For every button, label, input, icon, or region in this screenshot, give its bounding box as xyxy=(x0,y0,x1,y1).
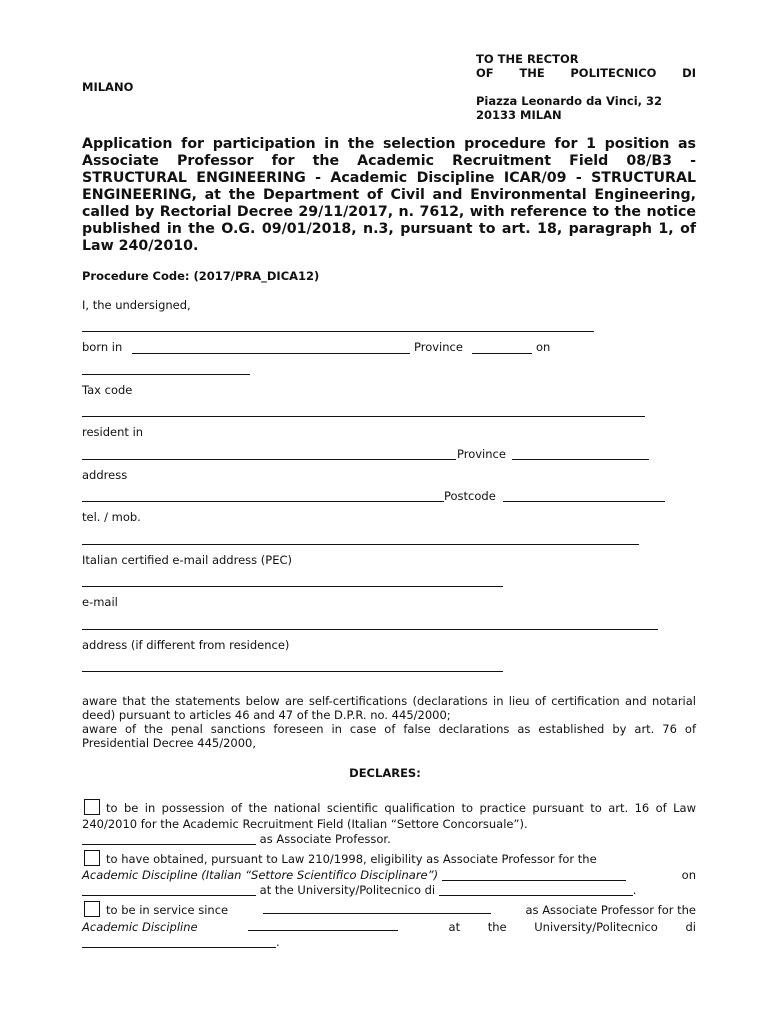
pec-label: Italian certified e-mail address (PEC) xyxy=(82,553,292,567)
option-1-checkbox[interactable] xyxy=(84,799,100,815)
pec-field[interactable] xyxy=(82,586,503,587)
addressee-politecnico: POLITECNICO xyxy=(570,66,657,80)
option-3-discipline-blank[interactable] xyxy=(248,919,398,931)
option-3-text-2: as Associate Professor for the xyxy=(525,903,696,917)
postcode-field[interactable] xyxy=(503,501,665,502)
option-2-text: to have obtained, pursuant to Law 210/1998, eligibility as Associate Professor for the xyxy=(106,852,597,866)
option-2-period: . xyxy=(632,883,637,897)
declaration-option-3 xyxy=(82,901,696,951)
address-label: address xyxy=(82,468,128,482)
email-label: e-mail xyxy=(82,595,118,609)
option-2-discipline-blank[interactable] xyxy=(442,869,626,881)
birthplace-field[interactable] xyxy=(132,353,410,354)
addressee-street: Piazza Leonardo da Vinci, 32 xyxy=(476,94,663,108)
application-title: Application for participation in the selection procedure for 1 position as Associate Professor for the Academic Recruitment Field 08/B3 - STRUCTURAL ENGINEERING - Academic Discipline ICAR/09 - STRUCTURAL ENGINEERING, at the Department of Civil and Environmental Engineering, called by Rectorial Decree 29/11/2017, n. 7612, with reference to the notice published in the O.G. 09/01/2018, n.3, pursuant to art. 18, paragraph 1, of Law 240/2010. xyxy=(82,136,696,254)
declaration-option-1 xyxy=(82,799,696,848)
postcode-label: Postcode xyxy=(444,489,496,503)
option-1-field-blank[interactable] xyxy=(82,833,256,845)
option-2-discipline-label: Academic Discipline (Italian “Settore Scientifico Disciplinare”) xyxy=(82,867,439,882)
resident-in-label: resident in xyxy=(82,425,144,439)
residence-province-field[interactable] xyxy=(512,459,649,460)
addressee-city: MILANO xyxy=(82,80,134,94)
tel-field[interactable] xyxy=(82,544,639,545)
addressee-postcode: 20133 MILAN xyxy=(476,108,562,122)
email-field[interactable] xyxy=(82,629,658,630)
option-3-date-blank[interactable] xyxy=(263,902,491,914)
tax-code-field[interactable] xyxy=(82,416,645,417)
undersigned-label: I, the undersigned, xyxy=(82,298,191,312)
option-3-period: . xyxy=(276,935,280,949)
address-field[interactable] xyxy=(82,501,444,502)
option-2-date-blank[interactable] xyxy=(82,884,256,896)
tel-label: tel. / mob. xyxy=(82,510,141,524)
province-label: Province xyxy=(414,340,463,354)
option-2-university-blank[interactable] xyxy=(439,884,633,896)
alt-address-field[interactable] xyxy=(82,671,503,672)
option-3-discipline-label: Academic Discipline xyxy=(82,919,198,934)
option-1-text-end: as Associate Professor. xyxy=(259,832,391,846)
option-2-checkbox[interactable] xyxy=(84,850,100,866)
option-3-line-1 xyxy=(82,901,696,919)
addressee-di: DI xyxy=(682,66,696,80)
option-3-checkbox[interactable] xyxy=(84,901,100,917)
residence-field[interactable] xyxy=(82,459,456,460)
procedure-code: Procedure Code: (2017/PRA_DICA12) xyxy=(82,269,320,283)
option-1-text: to be in possession of the national scientific qualification to practice pursuant to art. 16 of Law 240/2010 for the Academic Recruitment Field (Italian “Settore Concorsuale”). xyxy=(82,801,696,831)
name-field[interactable] xyxy=(82,331,594,332)
tax-code-label: Tax code xyxy=(82,383,133,397)
option-3-line-2 xyxy=(82,919,696,936)
born-in-label: born in xyxy=(82,340,123,354)
addressee-line-2 xyxy=(476,66,696,80)
residence-province-label: Province xyxy=(457,447,506,461)
option-2-university-label: at the University/Politecnico di xyxy=(259,883,436,897)
option-3-line-3 xyxy=(82,935,696,951)
declaration-option-2 xyxy=(82,850,696,899)
birth-date-field[interactable] xyxy=(82,374,250,375)
addressee-the: THE xyxy=(519,66,545,80)
option-2-on-label: on xyxy=(681,867,696,882)
penalty-paragraph: aware of the penal sanctions foreseen in case of false declarations as established by art. 76 of Presidential Decree 445/2000, xyxy=(82,722,696,751)
option-3-text: to be in service since xyxy=(106,903,229,917)
option-3-university-blank[interactable] xyxy=(82,936,276,948)
awareness-paragraph: aware that the statements below are self-certifications (declarations in lieu of certification and notarial deed) pursuant to articles 46 and 47 of the D.P.R. no. 445/2000; xyxy=(82,694,696,723)
addressee-line: TO THE RECTOR xyxy=(476,52,579,66)
on-label: on xyxy=(536,340,551,354)
option-3-university-label: at the University/Politecnico di xyxy=(448,919,696,934)
declares-heading: DECLARES: xyxy=(349,766,421,780)
alt-address-label: address (if different from residence) xyxy=(82,638,290,652)
addressee-of: OF xyxy=(476,66,494,80)
birth-province-field[interactable] xyxy=(472,353,532,354)
